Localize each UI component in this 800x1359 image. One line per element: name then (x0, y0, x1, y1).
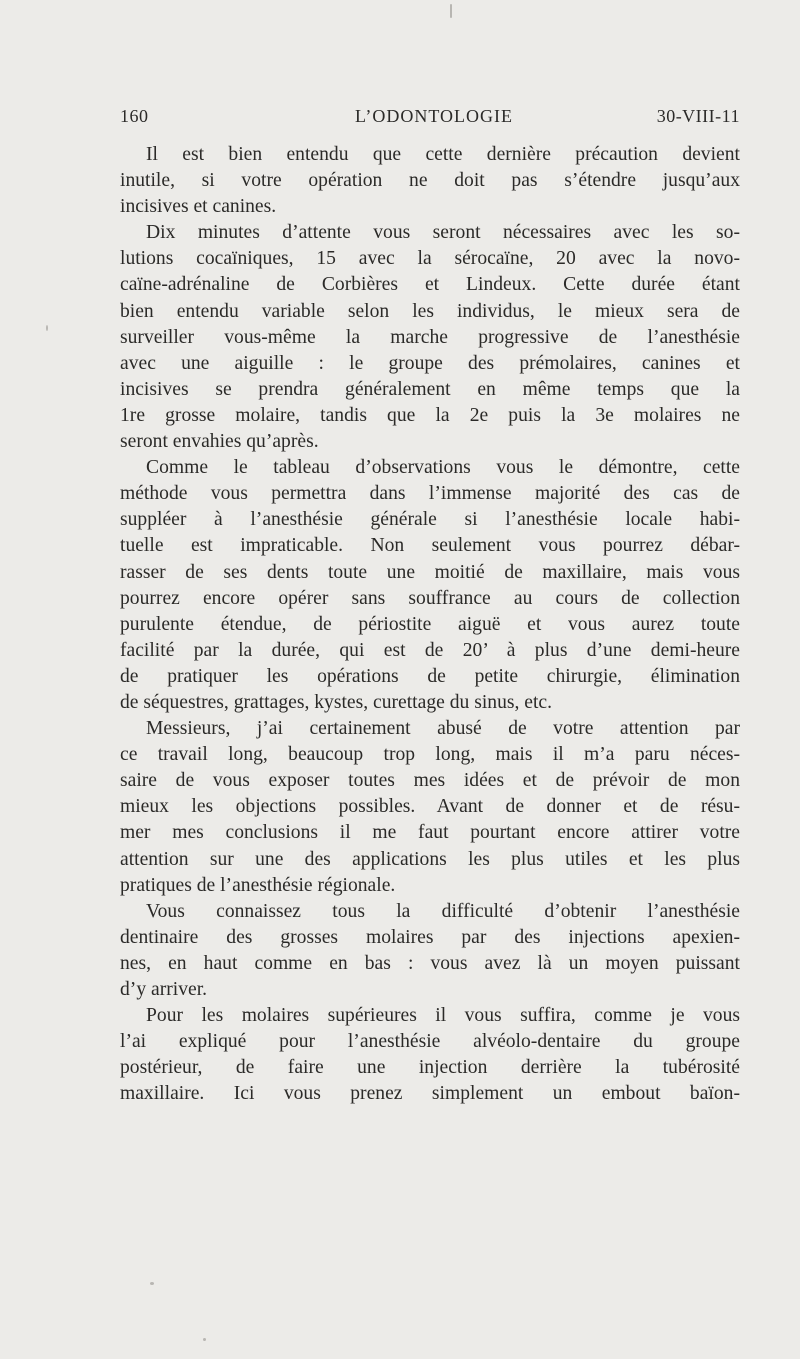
text-line: suppléer à l’anesthésie générale si l’anesthésie locale habi- (120, 509, 740, 531)
running-title: L’ODONTOLOGIE (355, 106, 513, 126)
text-line: l’ai expliqué pour l’anesthésie alvéolo-dentaire du groupe (120, 1031, 740, 1053)
paper-speck (450, 4, 452, 18)
text-line: attention sur une des applications les plus utiles et les plus (120, 848, 740, 870)
text-line: rasser de ses dents toute une moitié de maxillaire, mais vous (120, 561, 740, 583)
text-line: nes, en haut comme en bas : vous avez là un moyen puissant (120, 952, 740, 974)
text-line: seront envahies qu’après. (120, 431, 319, 453)
text-line: purulente étendue, de périostite aiguë et vous aurez toute (120, 613, 740, 635)
paper-speck (46, 325, 48, 331)
paper-speck (203, 1338, 206, 1341)
text-line: maxillaire. Ici vous prenez simplement un embout baïon- (120, 1083, 740, 1105)
text-line: Pour les molaires supérieures il vous suffira, comme je vous (146, 1005, 740, 1027)
text-line: surveiller vous-même la marche progressive de l’anesthésie (120, 326, 740, 348)
text-line: postérieur, de faire une injection derrière la tubérosité (120, 1057, 740, 1079)
text-line: incisives et canines. (120, 196, 277, 218)
text-line: de séquestres, grattages, kystes, curettage du sinus, etc. (120, 691, 553, 713)
text-line: dentinaire des grosses molaires par des injections apexien- (120, 926, 740, 948)
text-line: mieux les objections possibles. Avant de donner et de résu- (120, 796, 740, 818)
text-line: 1re grosse molaire, tandis que la 2e puis la 3e molaires ne (120, 404, 740, 426)
text-line: de pratiquer les opérations de petite chirurgie, élimination (120, 665, 740, 687)
text-line: pratiques de l’anesthésie régionale. (120, 874, 396, 896)
body-text (120, 142, 740, 1107)
running-header (120, 106, 740, 132)
text-line: lutions cocaïniques, 15 avec la sérocaïne, 20 avec la novo- (120, 248, 740, 270)
text-line: caïne-adrénaline de Corbières et Lindeux. Cette durée étant (120, 274, 740, 296)
text-line: tuelle est impraticable. Non seulement vous pourrez débar- (120, 535, 740, 557)
text-line: Comme le tableau d’observations vous le démontre, cette (146, 457, 740, 479)
text-line: saire de vous exposer toutes mes idées et de prévoir de mon (120, 770, 740, 792)
text-line: incisives se prendra généralement en même temps que la (120, 378, 740, 400)
text-line: facilité par la durée, qui est de 20’ à plus d’une demi-heure (120, 639, 740, 661)
text-line: ce travail long, beaucoup trop long, mais il m’a paru néces- (120, 744, 740, 766)
text-line: méthode vous permettra dans l’immense majorité des cas de (120, 483, 740, 505)
text-line: pourrez encore opérer sans souffrance au cours de collection (120, 587, 740, 609)
text-line: d’y arriver. (120, 979, 208, 1000)
text-line: avec une aiguille : le groupe des prémolaires, canines et (120, 352, 740, 374)
paper-speck (150, 1282, 154, 1285)
text-line: Dix minutes d’attente vous seront nécessaires avec les so- (146, 222, 740, 244)
page-number: 160 (120, 106, 149, 126)
text-line: Messieurs, j’ai certainement abusé de votre attention par (146, 718, 740, 740)
issue-date: 30-VIII-11 (656, 106, 740, 126)
text-line: Il est bien entendu que cette dernière précaution devient (146, 144, 740, 165)
text-line: Vous connaissez tous la difficulté d’obtenir l’anesthésie (146, 900, 740, 922)
text-line: inutile, si votre opération ne doit pas s’étendre jusqu’aux (120, 170, 740, 192)
text-line: bien entendu variable selon les individus, le mieux sera de (120, 300, 740, 322)
text-line: mer mes conclusions il me faut pourtant encore attirer votre (120, 822, 740, 844)
